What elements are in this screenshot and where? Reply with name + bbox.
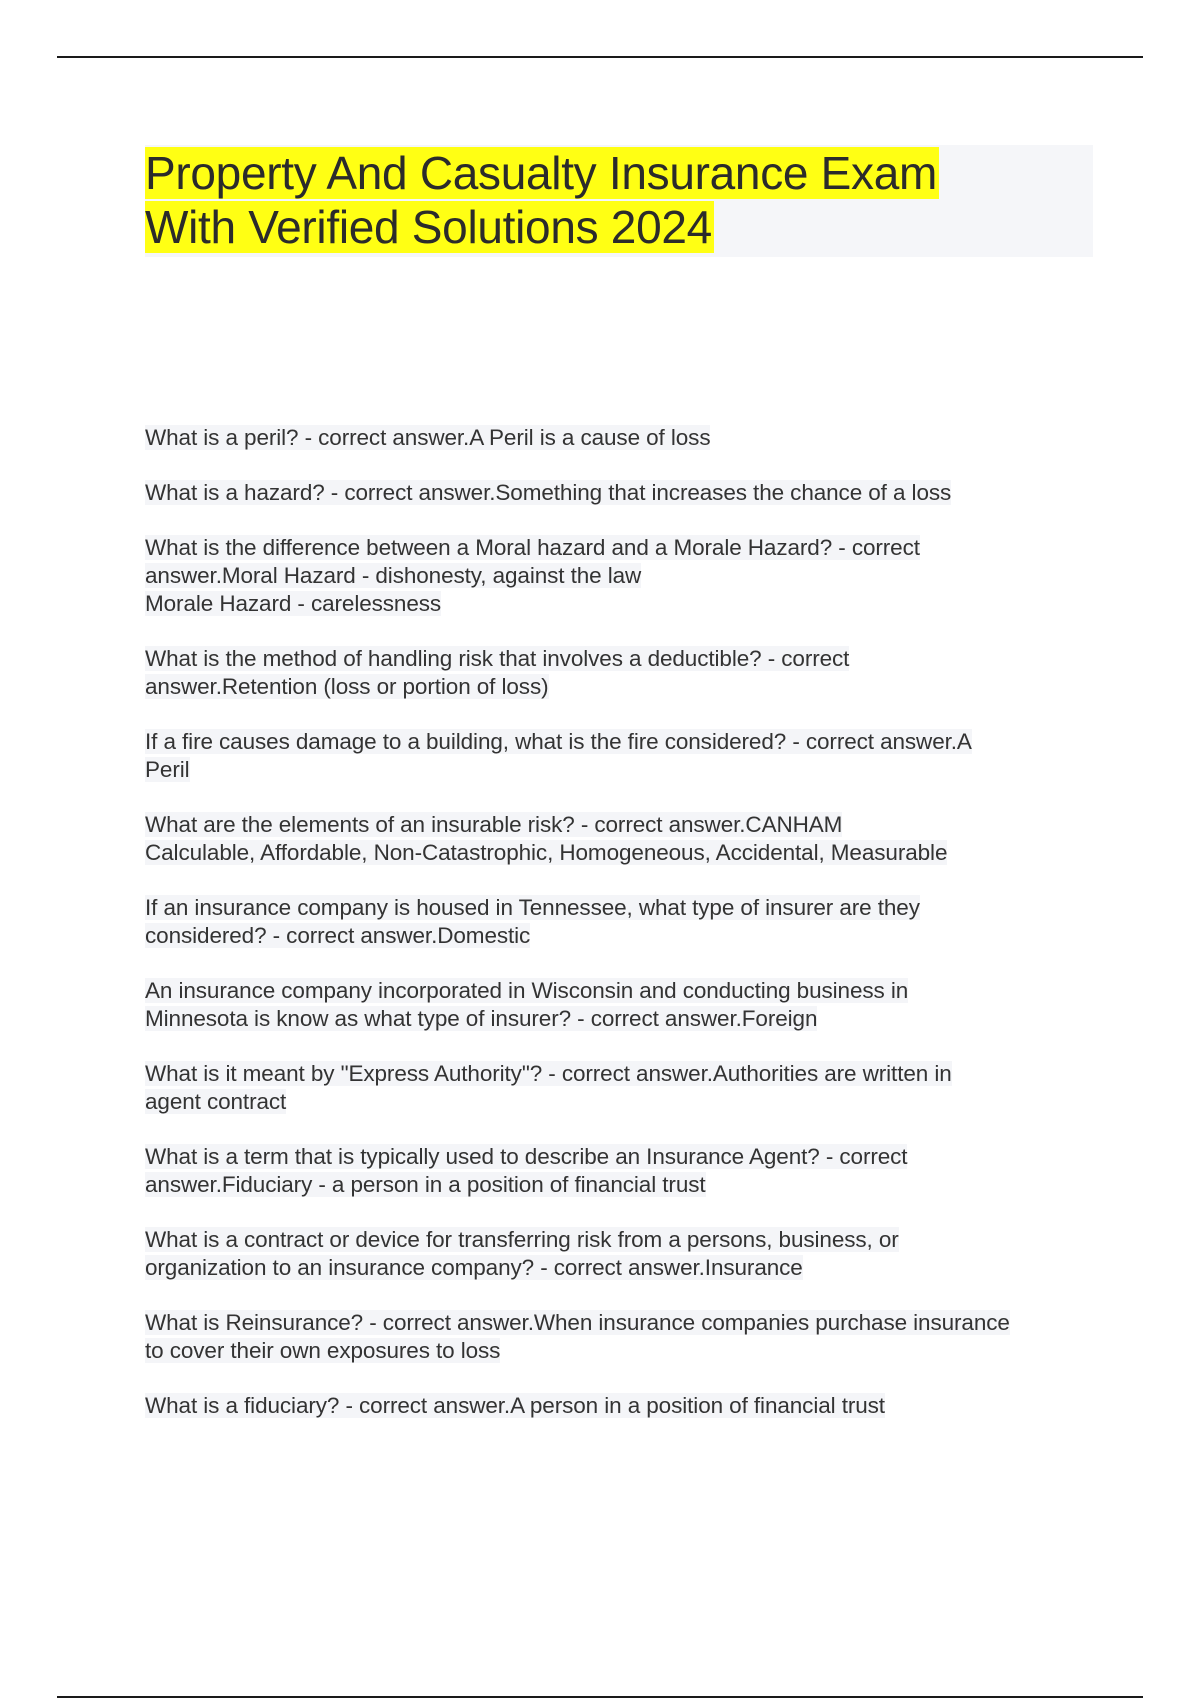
- qa-line: Calculable, Affordable, Non-Catastrophic, Homogeneous, Accidental, Measurable: [145, 840, 948, 865]
- qa-line: What is a peril? - correct answer.A Peril is a cause of loss: [145, 425, 711, 450]
- qa-item: [145, 1392, 1095, 1420]
- qa-item: [145, 1060, 1095, 1116]
- title-line-1: Property And Casualty Insurance Exam: [145, 147, 938, 199]
- qa-line: What is a term that is typically used to describe an Insurance Agent? - correct: [145, 1144, 908, 1169]
- qa-item: [145, 479, 1095, 507]
- qa-item: [145, 645, 1095, 701]
- qa-item: [145, 534, 1095, 618]
- top-rule: [57, 56, 1143, 58]
- qa-item: [145, 977, 1095, 1033]
- qa-list: [145, 424, 1095, 1447]
- qa-line: What is the difference between a Moral hazard and a Morale Hazard? - correct: [145, 535, 920, 560]
- qa-line: to cover their own exposures to loss: [145, 1338, 501, 1363]
- qa-item: [145, 1309, 1095, 1365]
- title-line-2: With Verified Solutions 2024: [145, 201, 712, 253]
- qa-item: [145, 728, 1095, 784]
- qa-line: If an insurance company is housed in Tennessee, what type of insurer are they: [145, 895, 920, 920]
- qa-line: agent contract: [145, 1089, 287, 1114]
- qa-line: What is a fiduciary? - correct answer.A person in a position of financial trust: [145, 1393, 885, 1418]
- qa-line: What is a hazard? - correct answer.Something that increases the chance of a loss: [145, 480, 952, 505]
- qa-line: considered? - correct answer.Domestic: [145, 923, 531, 948]
- qa-line: What are the elements of an insurable risk? - correct answer.CANHAM: [145, 812, 843, 837]
- qa-item: [145, 424, 1095, 452]
- bottom-rule: [57, 1696, 1143, 1698]
- qa-line: answer.Fiduciary - a person in a position of financial trust: [145, 1172, 706, 1197]
- qa-line: Morale Hazard - carelessness: [145, 591, 442, 616]
- qa-line: organization to an insurance company? - correct answer.Insurance: [145, 1255, 803, 1280]
- qa-item: [145, 894, 1095, 950]
- qa-item: [145, 811, 1095, 867]
- qa-item: [145, 1226, 1095, 1282]
- page-title: [145, 146, 939, 254]
- qa-line: What is it meant by "Express Authority"? - correct answer.Authorities are written in: [145, 1061, 952, 1086]
- qa-line: answer.Retention (loss or portion of loss): [145, 674, 549, 699]
- qa-line: What is Reinsurance? - correct answer.When insurance companies purchase insurance: [145, 1310, 1010, 1335]
- qa-line: Minnesota is know as what type of insurer? - correct answer.Foreign: [145, 1006, 818, 1031]
- qa-line: If a fire causes damage to a building, what is the fire considered? - correct answer.A: [145, 729, 972, 754]
- qa-line: answer.Moral Hazard - dishonesty, against the law: [145, 563, 642, 588]
- qa-line: What is a contract or device for transferring risk from a persons, business, or: [145, 1227, 899, 1252]
- qa-line: An insurance company incorporated in Wisconsin and conducting business in: [145, 978, 909, 1003]
- qa-line: Peril: [145, 757, 190, 782]
- qa-item: [145, 1143, 1095, 1199]
- qa-line: What is the method of handling risk that involves a deductible? - correct: [145, 646, 850, 671]
